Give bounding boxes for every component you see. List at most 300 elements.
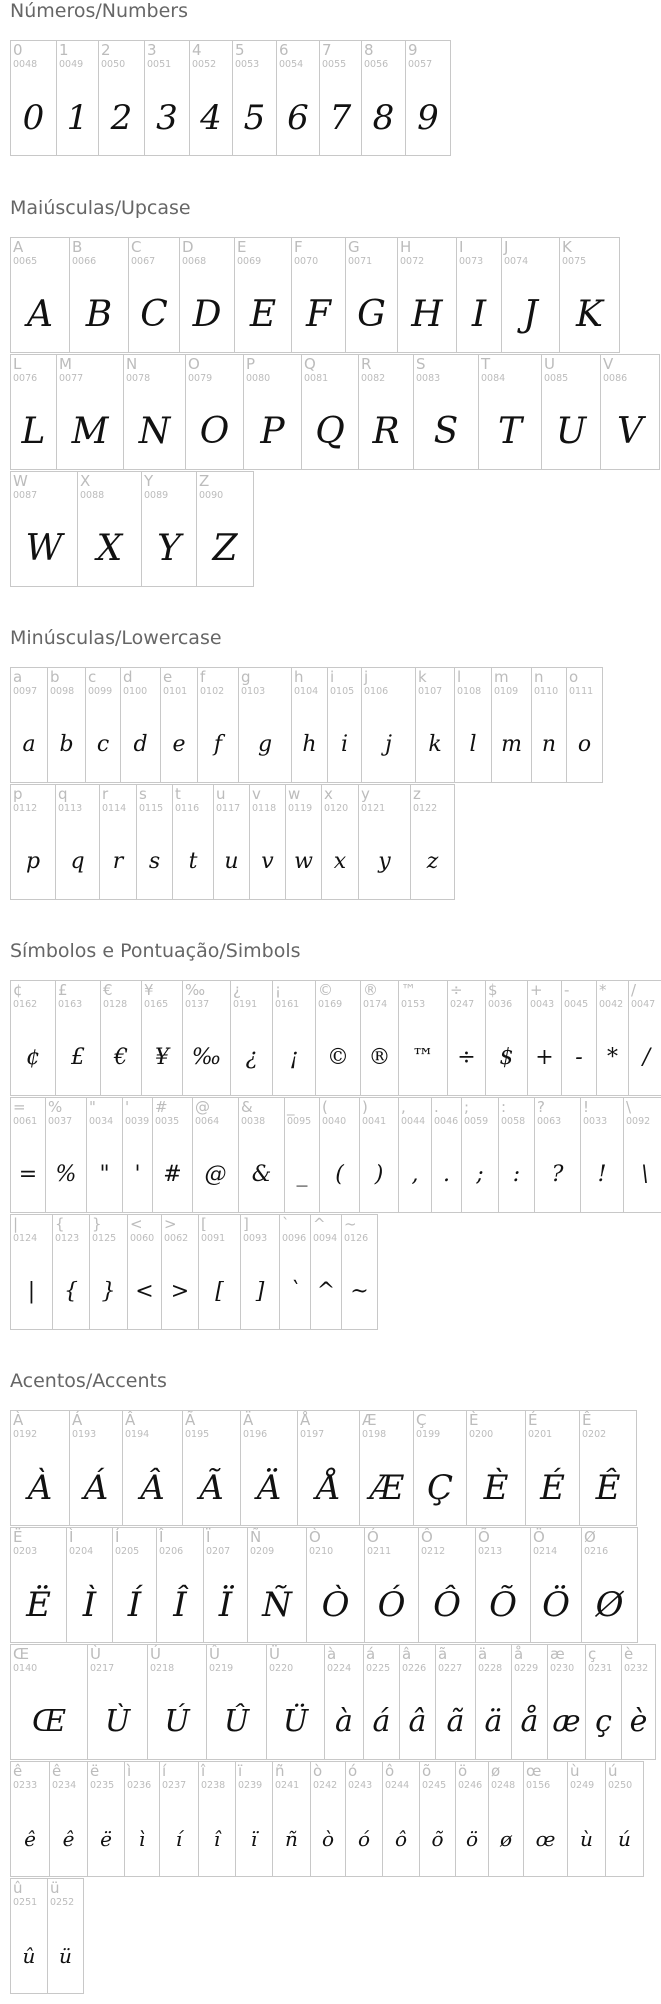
- glyph-code: 0252: [50, 1897, 75, 1908]
- glyph-code: 0137: [185, 999, 210, 1010]
- glyph-cell: [454, 667, 492, 783]
- glyph-code: 0045: [564, 999, 589, 1010]
- glyph-code: 0102: [200, 686, 225, 697]
- glyph-cell: [399, 1644, 436, 1760]
- glyph-sample: J: [523, 294, 538, 335]
- glyph-char-label: ì: [127, 1762, 132, 1780]
- glyph-cell: [213, 784, 250, 900]
- glyph-char-label: Z: [199, 472, 210, 490]
- glyph-char-label: æ: [550, 1645, 565, 1663]
- glyph-cell: [567, 1761, 606, 1877]
- glyph-code: 0245: [422, 1780, 447, 1791]
- glyph-sample: x: [333, 849, 347, 874]
- glyph-cell: [182, 980, 231, 1096]
- glyph-code: 0197: [300, 1429, 325, 1440]
- glyph-char-label: è: [624, 1645, 634, 1663]
- glyph-char-label: Ú: [150, 1645, 161, 1663]
- glyph-char-label: c: [88, 668, 97, 686]
- glyph-row: [10, 980, 661, 1096]
- glyph-code: 0056: [364, 59, 389, 70]
- glyph-char-label: \: [626, 1098, 632, 1116]
- glyph-code: 0204: [69, 1546, 94, 1557]
- glyph-sample: !: [597, 1162, 607, 1187]
- glyph-code: 0216: [584, 1546, 609, 1557]
- glyph-sample: 4: [200, 98, 222, 138]
- glyph-sample: ,: [411, 1162, 419, 1187]
- glyph-sample: r: [112, 849, 124, 874]
- glyph-cell: [358, 784, 411, 900]
- glyph-cell: [410, 784, 455, 900]
- glyph-code: 0039: [125, 1116, 150, 1127]
- glyph-code: 0207: [206, 1546, 231, 1557]
- glyph-code: 0236: [127, 1780, 152, 1791]
- glyph-code: 0235: [90, 1780, 115, 1791]
- glyph-code: 0219: [209, 1663, 234, 1674]
- glyph-cell: [561, 980, 597, 1096]
- glyph-code: 0218: [150, 1663, 175, 1674]
- glyph-cell: [192, 1097, 239, 1213]
- glyph-sample: ä: [484, 1704, 503, 1739]
- glyph-cell: [511, 1644, 548, 1760]
- glyph-row: [10, 237, 619, 353]
- glyph-char-label: i: [330, 668, 335, 686]
- glyph-sample: ÷: [457, 1045, 476, 1070]
- glyph-char-label: r: [102, 785, 109, 803]
- glyph-cell: [234, 237, 292, 353]
- glyph-sample: ¥: [155, 1045, 169, 1070]
- glyph-char-label: (: [322, 1098, 328, 1116]
- glyph-char-label: ^: [313, 1215, 326, 1233]
- glyph-char-label: í: [162, 1762, 167, 1780]
- glyph-code: 0241: [275, 1780, 300, 1791]
- glyph-char-label: ñ: [275, 1762, 285, 1780]
- glyph-row: [10, 667, 602, 783]
- glyph-code: 0079: [188, 373, 213, 384]
- glyph-cell: [478, 354, 542, 470]
- glyph-char-label: Î: [159, 1528, 164, 1546]
- glyph-sample: \: [641, 1162, 649, 1187]
- glyph-code: 0047: [631, 999, 656, 1010]
- glyph-cell: [161, 1214, 199, 1330]
- glyph-char-label: F: [294, 238, 303, 256]
- glyph-code: 0205: [115, 1546, 140, 1557]
- glyph-sample: Ä: [256, 1468, 282, 1508]
- glyph-code: 0199: [416, 1429, 441, 1440]
- glyph-code: 0044: [401, 1116, 426, 1127]
- glyph-sample: B: [85, 294, 113, 335]
- glyph-char-label: ê: [13, 1762, 23, 1780]
- glyph-sample: 6: [287, 98, 309, 138]
- glyph-sample: 0: [22, 98, 45, 138]
- glyph-code: 0063: [537, 1116, 562, 1127]
- glyph-cell: [238, 1097, 285, 1213]
- glyph-char-label: v: [252, 785, 261, 803]
- glyph-sample: N: [138, 411, 171, 452]
- glyph-cell: [498, 1097, 535, 1213]
- glyph-sample: Ø: [595, 1585, 624, 1625]
- glyph-code: 0036: [488, 999, 513, 1010]
- glyph-sample: Û: [223, 1704, 250, 1739]
- glyph-cell: [345, 237, 398, 353]
- glyph-char-label: Ó: [367, 1528, 379, 1546]
- glyph-cell: [600, 354, 660, 470]
- glyph-code: 0117: [216, 803, 241, 814]
- glyph-char-label: ): [362, 1098, 368, 1116]
- glyph-sample: T: [497, 411, 522, 452]
- glyph-row: [10, 1214, 377, 1330]
- glyph-sample: ü: [59, 1944, 72, 1968]
- glyph-cell: [98, 40, 145, 156]
- glyph-char-label: p: [13, 785, 23, 803]
- glyph-char-label: £: [58, 981, 68, 999]
- glyph-cell: [415, 667, 455, 783]
- glyph-cell: [297, 1410, 360, 1526]
- glyph-char-label: >: [164, 1215, 177, 1233]
- glyph-sample: S: [433, 411, 459, 452]
- glyph-char-label: 1: [59, 41, 69, 59]
- glyph-cell: [147, 1644, 207, 1760]
- glyph-sample: Œ: [31, 1704, 67, 1739]
- glyph-sample: h: [302, 732, 317, 757]
- glyph-code: 0078: [126, 373, 151, 384]
- glyph-char-label: N: [126, 355, 138, 373]
- glyph-cell: [279, 1214, 311, 1330]
- glyph-code: 0109: [494, 686, 519, 697]
- glyph-char-label: M: [59, 355, 72, 373]
- glyph-char-label: q: [58, 785, 68, 803]
- glyph-code: 0162: [13, 999, 38, 1010]
- glyph-code: 0091: [201, 1233, 226, 1244]
- glyph-row: [10, 1644, 655, 1760]
- glyph-char-label: -: [564, 981, 570, 999]
- glyph-code: 0250: [608, 1780, 633, 1791]
- glyph-sample: H: [411, 294, 443, 335]
- glyph-sample: v: [261, 849, 274, 874]
- glyph-char-label: Ò: [309, 1528, 321, 1546]
- glyph-char-label: &: [241, 1098, 253, 1116]
- glyph-sample: ?: [551, 1162, 564, 1187]
- glyph-code: 0128: [103, 999, 128, 1010]
- glyph-char-label: ø: [491, 1762, 501, 1780]
- glyph-code: 0119: [288, 803, 313, 814]
- glyph-sample: á: [372, 1704, 391, 1739]
- glyph-code: 0220: [269, 1663, 294, 1674]
- glyph-cell: [310, 1214, 342, 1330]
- glyph-sample: ©: [327, 1045, 349, 1070]
- glyph-sample: õ: [431, 1827, 444, 1851]
- glyph-char-label: z: [413, 785, 421, 803]
- glyph-cell: [120, 667, 161, 783]
- glyph-char-label: a: [13, 668, 23, 686]
- glyph-code: 0231: [588, 1663, 613, 1674]
- glyph-cell: [628, 980, 661, 1096]
- glyph-cell: [203, 1527, 248, 1643]
- glyph-code: 0248: [491, 1780, 516, 1791]
- glyph-cell: [122, 1410, 183, 1526]
- glyph-char-label: B: [72, 238, 83, 256]
- glyph-char-label: :: [501, 1098, 507, 1116]
- glyph-sample: Q: [315, 411, 345, 452]
- glyph-char-label: 6: [279, 41, 289, 59]
- glyph-cell: [240, 1410, 298, 1526]
- glyph-char-label: K: [562, 238, 572, 256]
- glyph-cell: [55, 980, 101, 1096]
- glyph-cell: [206, 1644, 267, 1760]
- glyph-char-label: Ø: [584, 1528, 596, 1546]
- glyph-sample: u: [224, 849, 239, 874]
- glyph-sample: q: [70, 849, 85, 874]
- glyph-cell: [77, 471, 142, 587]
- glyph-sample: l: [469, 732, 477, 757]
- glyph-sample: (: [335, 1162, 344, 1187]
- glyph-cell: [56, 354, 124, 470]
- glyph-cell: [358, 354, 414, 470]
- glyph-code: 0118: [252, 803, 277, 814]
- glyph-cell: [123, 354, 186, 470]
- glyph-cell: [86, 1097, 123, 1213]
- glyph-code: 0098: [50, 686, 75, 697]
- glyph-char-label: +: [530, 981, 543, 999]
- glyph-row: [10, 1761, 643, 1877]
- glyph-code: 0124: [13, 1233, 38, 1244]
- glyph-sample: C: [140, 294, 168, 335]
- glyph-char-label: 3: [147, 41, 157, 59]
- glyph-sample: ]: [255, 1279, 265, 1304]
- glyph-cell: [69, 237, 129, 353]
- glyph-code: 0070: [294, 256, 319, 267]
- glyph-sample: 5: [243, 98, 266, 138]
- glyph-code: 0247: [450, 999, 475, 1010]
- glyph-cell: [382, 1761, 420, 1877]
- glyph-sample: â: [408, 1704, 427, 1739]
- glyph-sample: 7: [329, 98, 352, 138]
- glyph-cell: [160, 667, 198, 783]
- glyph-sample: Â: [140, 1468, 165, 1508]
- glyph-code: 0053: [235, 59, 260, 70]
- glyph-sample: ¡: [289, 1045, 299, 1070]
- glyph-cell: [301, 354, 359, 470]
- glyph-cell: [10, 40, 57, 156]
- glyph-sample: $: [499, 1045, 514, 1070]
- glyph-cell: [85, 667, 121, 783]
- glyph-code: 0122: [413, 803, 438, 814]
- glyph-char-label: e: [163, 668, 173, 686]
- glyph-char-label: ú: [608, 1762, 618, 1780]
- glyph-cell: [141, 471, 197, 587]
- glyph-code: 0114: [102, 803, 127, 814]
- glyph-cell: [10, 1878, 48, 1994]
- glyph-char-label: o: [569, 668, 579, 686]
- glyph-code: 0239: [238, 1780, 263, 1791]
- glyph-sample: ': [134, 1162, 141, 1187]
- glyph-char-label: Ü: [269, 1645, 280, 1663]
- glyph-cell: [327, 667, 362, 783]
- glyph-char-label: C: [131, 238, 142, 256]
- glyph-char-label: b: [50, 668, 60, 686]
- glyph-char-label: ?: [537, 1098, 545, 1116]
- glyph-char-label: ô: [385, 1762, 395, 1780]
- glyph-sample: n: [541, 732, 557, 757]
- glyph-cell: [230, 980, 273, 1096]
- glyph-code: 0126: [344, 1233, 369, 1244]
- glyph-sample: Á: [83, 1468, 109, 1508]
- glyph-cell: [99, 784, 137, 900]
- glyph-cell: [324, 1644, 364, 1760]
- glyph-cell: [485, 980, 528, 1096]
- glyph-cell: [285, 784, 322, 900]
- glyph-code: 0193: [72, 1429, 97, 1440]
- glyph-code: 0050: [101, 59, 126, 70]
- glyph-code: 0072: [400, 256, 425, 267]
- glyph-row: [10, 471, 253, 587]
- glyph-code: 0088: [80, 490, 105, 501]
- glyph-sample: K: [576, 294, 603, 335]
- glyph-sample: s: [148, 849, 161, 874]
- glyph-cell: [527, 980, 562, 1096]
- glyph-char-label: w: [288, 785, 301, 803]
- glyph-cell: [418, 1527, 476, 1643]
- glyph-cell: [10, 980, 56, 1096]
- glyph-sample: û: [22, 1944, 36, 1968]
- glyph-char-label: m: [494, 668, 509, 686]
- glyph-cell: [319, 1097, 360, 1213]
- glyph-sample: è: [629, 1704, 648, 1739]
- glyph-code: 0081: [304, 373, 329, 384]
- glyph-cell: [359, 1097, 399, 1213]
- section-title: Símbolos e Pontuação/Simbols: [10, 940, 301, 962]
- glyph-cell: [397, 237, 457, 353]
- glyph-cell: [580, 1097, 624, 1213]
- glyph-code: 0206: [159, 1546, 184, 1557]
- glyph-char-label: ,: [401, 1098, 406, 1116]
- glyph-cell: [112, 1527, 157, 1643]
- glyph-cell: [488, 1761, 524, 1877]
- glyph-char-label: œ: [526, 1762, 542, 1780]
- glyph-code: 0084: [481, 373, 506, 384]
- glyph-code: 0123: [55, 1233, 80, 1244]
- glyph-char-label: A: [13, 238, 24, 256]
- glyph-char-label: Œ: [13, 1645, 30, 1663]
- glyph-cell: [10, 1761, 50, 1877]
- glyph-char-label: j: [364, 668, 369, 686]
- glyph-code: 0089: [144, 490, 169, 501]
- glyph-cell: [249, 784, 286, 900]
- glyph-cell: [341, 1214, 378, 1330]
- glyph-code: 0113: [58, 803, 83, 814]
- glyph-code: 0200: [469, 1429, 494, 1440]
- glyph-code: 0082: [361, 373, 386, 384]
- glyph-cell: [272, 1761, 311, 1877]
- glyph-code: 0104: [294, 686, 319, 697]
- glyph-char-label: @: [195, 1098, 210, 1116]
- glyph-sample: o: [577, 732, 592, 757]
- glyph-code: 0100: [123, 686, 148, 697]
- glyph-row: [10, 1878, 83, 1994]
- glyph-code: 0067: [131, 256, 156, 267]
- glyph-code: 0115: [139, 803, 164, 814]
- glyph-code: 0242: [313, 1780, 338, 1791]
- glyph-sample: ú: [618, 1827, 631, 1851]
- glyph-row: [10, 1410, 636, 1526]
- glyph-char-label: å: [514, 1645, 524, 1663]
- glyph-sample: d: [133, 732, 148, 757]
- glyph-sample: À: [27, 1468, 53, 1508]
- glyph-sample: #: [163, 1162, 182, 1187]
- section-title: Acentos/Accents: [10, 1370, 167, 1392]
- glyph-cell: [10, 1644, 88, 1760]
- glyph-code: 0163: [58, 999, 83, 1010]
- glyph-sample: =: [18, 1162, 38, 1187]
- glyph-code: 0066: [72, 256, 97, 267]
- glyph-sample: ™: [412, 1045, 434, 1070]
- glyph-code: 0103: [241, 686, 266, 697]
- glyph-code: 0092: [626, 1116, 651, 1127]
- glyph-cell: [240, 1214, 280, 1330]
- glyph-cell: [266, 1644, 325, 1760]
- glyph-cell: [361, 667, 416, 783]
- glyph-cell: [530, 1527, 582, 1643]
- glyph-char-label: ®: [363, 981, 378, 999]
- glyph-code: 0194: [125, 1429, 150, 1440]
- glyph-char-label: x: [324, 785, 333, 803]
- glyph-char-label: Ù: [90, 1645, 101, 1663]
- glyph-sample: 3: [156, 98, 178, 138]
- glyph-cell: [361, 40, 406, 156]
- glyph-char-label: %: [48, 1098, 63, 1116]
- glyph-code: 0233: [13, 1780, 38, 1791]
- glyph-char-label: Õ: [478, 1528, 490, 1546]
- glyph-code: 0077: [59, 373, 84, 384]
- glyph-char-label: ö: [458, 1762, 468, 1780]
- glyph-sample: /: [642, 1045, 651, 1070]
- glyph-cell: [364, 1527, 419, 1643]
- glyph-cell: [243, 354, 302, 470]
- glyph-sample: O: [199, 411, 230, 452]
- glyph-cell: [547, 1644, 586, 1760]
- glyph-code: 0096: [282, 1233, 307, 1244]
- glyph-sample: w: [294, 849, 313, 874]
- glyph-cell: [159, 1761, 199, 1877]
- glyph-sample: Ü: [282, 1704, 309, 1739]
- glyph-code: 0071: [348, 256, 373, 267]
- glyph-char-label: À: [13, 1411, 24, 1429]
- glyph-cell: [49, 1761, 88, 1877]
- glyph-sample: .: [443, 1162, 450, 1187]
- glyph-cell: [10, 354, 57, 470]
- glyph-cell: [232, 40, 277, 156]
- glyph-char-label: n: [534, 668, 544, 686]
- glyph-sample: R: [372, 411, 400, 452]
- glyph-cell: [398, 1097, 432, 1213]
- glyph-code: 0034: [89, 1116, 114, 1127]
- glyph-sample: %: [55, 1162, 77, 1187]
- glyph-char-label: û: [13, 1879, 23, 1897]
- glyph-char-label: ]: [243, 1215, 249, 1233]
- glyph-code: 0062: [164, 1233, 189, 1244]
- glyph-code: 0196: [243, 1429, 268, 1440]
- glyph-char-label: ã: [438, 1645, 448, 1663]
- glyph-cell: [566, 667, 603, 783]
- glyph-char-label: [: [201, 1215, 207, 1233]
- glyph-code: 0095: [287, 1116, 312, 1127]
- glyph-cell: [475, 1527, 531, 1643]
- glyph-sample: ï: [250, 1827, 258, 1851]
- glyph-code: 0051: [147, 59, 172, 70]
- glyph-char-label: É: [528, 1411, 538, 1429]
- glyph-code: 0105: [330, 686, 355, 697]
- glyph-char-label: ü: [50, 1879, 60, 1897]
- glyph-cell: [10, 1410, 70, 1526]
